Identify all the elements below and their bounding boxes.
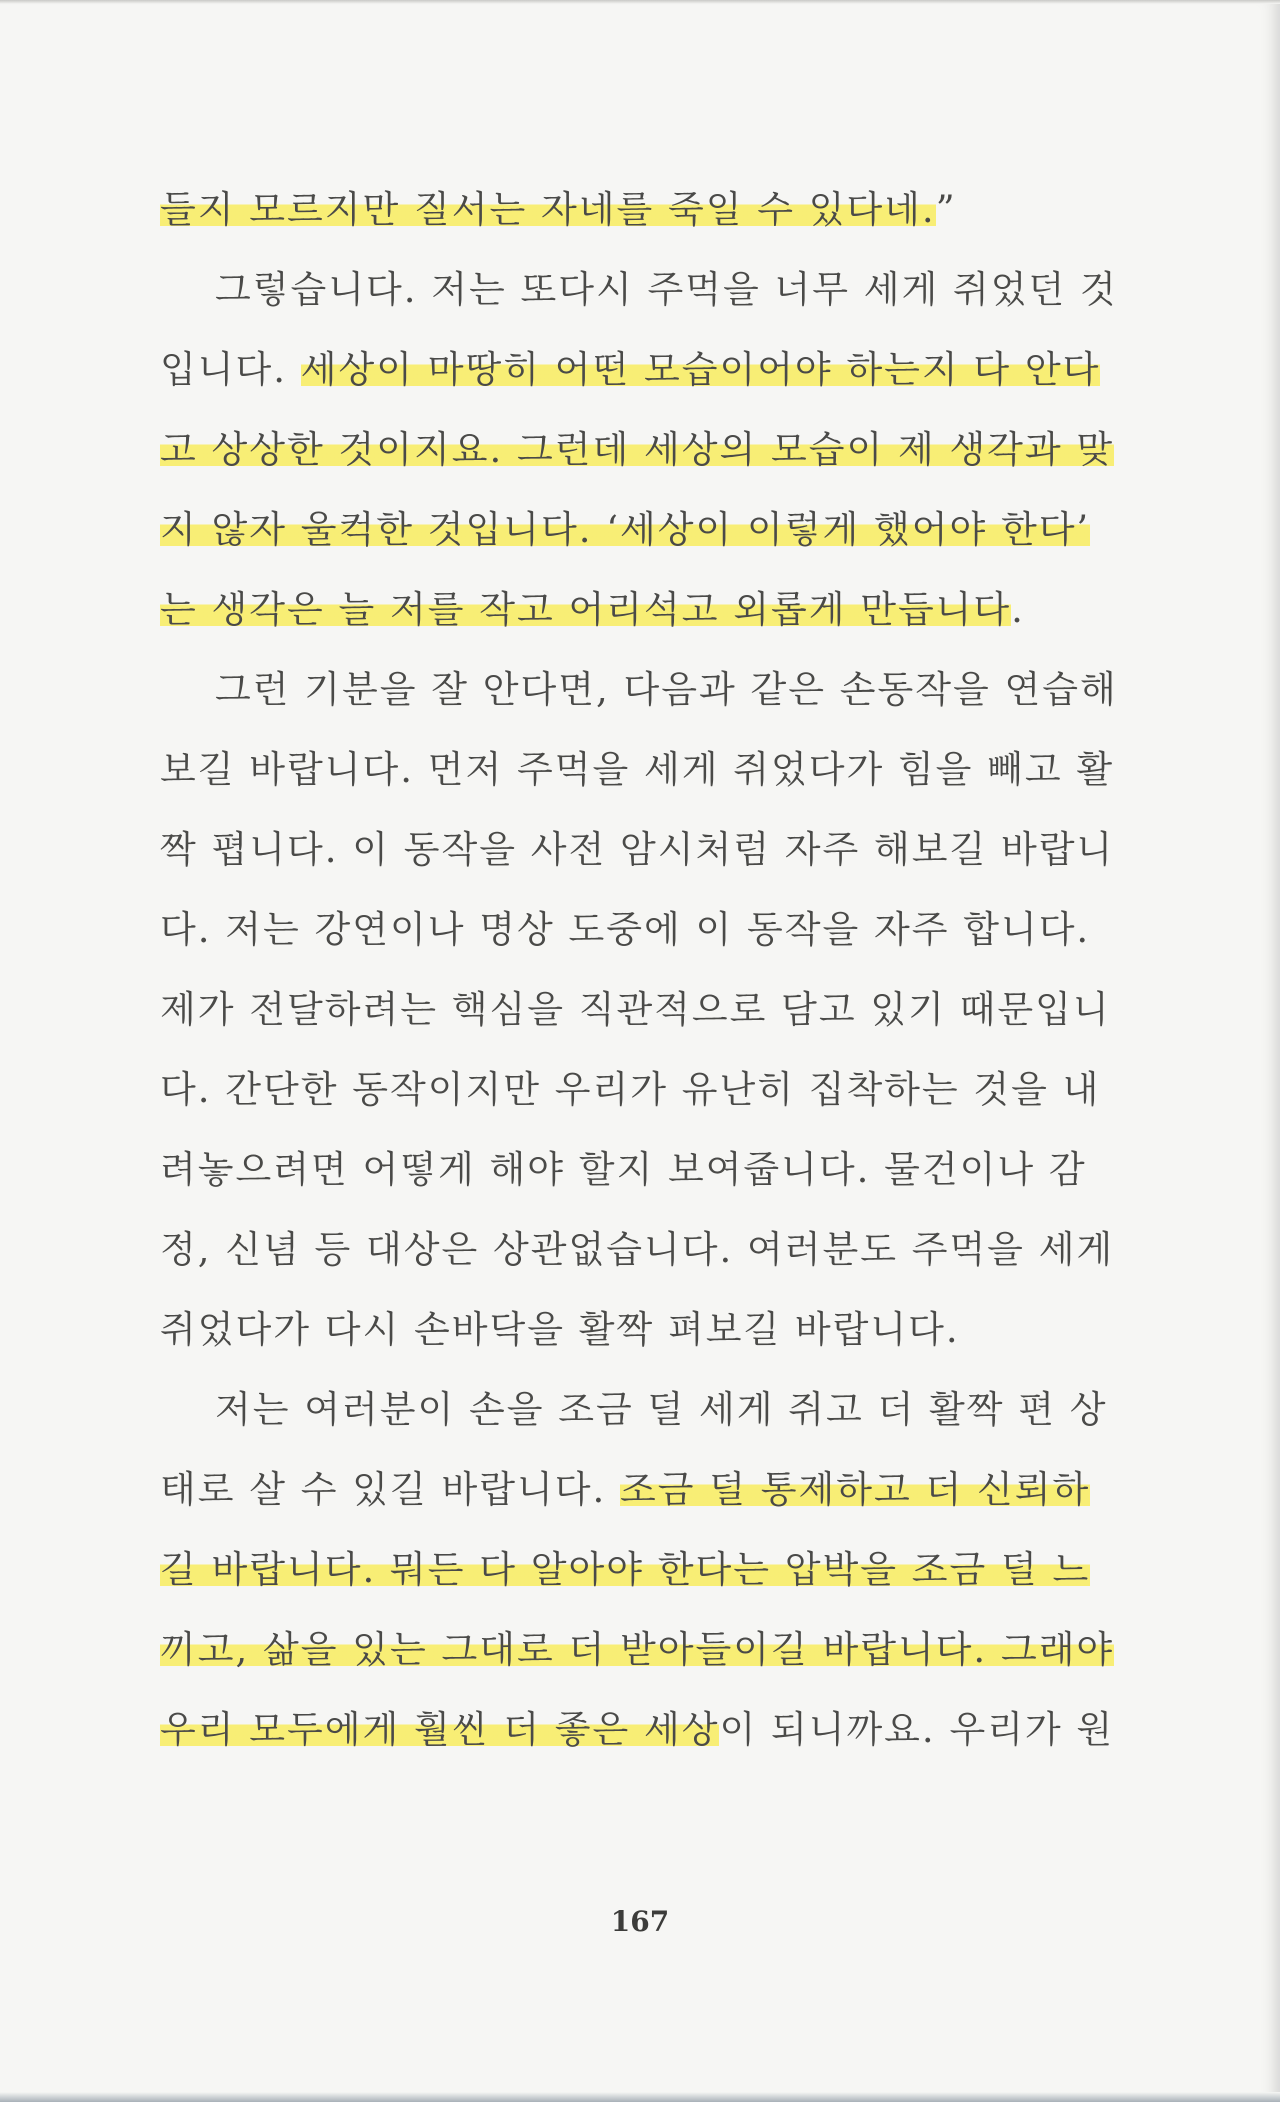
text-segment: 제가 전달하려는 핵심을 직관적으로 담고 있기 때문입니	[160, 988, 1111, 1031]
text-line	[160, 500, 1120, 560]
text-line	[160, 820, 1120, 880]
highlighted-text: 들지 모르지만 질서는 자네를 죽일 수 있다네.	[160, 188, 936, 231]
text-segment: 정, 신념 등 대상은 상관없습니다. 여러분도 주먹을 세게	[160, 1228, 1115, 1271]
highlighted-text: 지 않자 울컥한 것입니다. ‘세상이 이렇게 했어야 한다’	[160, 508, 1091, 551]
highlighted-text: 우리 모두에게 훨씬 더 좋은 세상	[160, 1708, 720, 1751]
page-number: 167	[610, 1905, 670, 1938]
text-line	[160, 980, 1120, 1040]
highlighted-text: 끼고, 삶을 있는 그대로 더 받아들이길 바랍니다. 그래야	[160, 1628, 1115, 1671]
text-segment: 다. 간단한 동작이지만 우리가 유난히 집착하는 것을 내	[160, 1068, 1101, 1111]
text-line	[160, 420, 1120, 480]
text-line	[160, 740, 1120, 800]
text-segment: .	[1011, 588, 1025, 631]
text-segment: 그런 기분을 잘 안다면, 다음과 같은 손동작을 연습해	[160, 668, 1118, 711]
highlighted-text: 조금 덜 통제하고 더 신뢰하	[620, 1468, 1091, 1511]
text-segment: 저는 여러분이 손을 조금 덜 세게 쥐고 더 활짝 편 상	[160, 1388, 1108, 1431]
text-segment: 쥐었다가 다시 손바닥을 활짝 펴보길 바랍니다.	[160, 1308, 960, 1351]
text-segment: 짝 폅니다. 이 동작을 사전 암시처럼 자주 해보길 바랍니	[160, 828, 1115, 871]
text-line	[160, 1140, 1120, 1200]
text-segment: 입니다.	[160, 348, 301, 391]
text-line	[160, 1620, 1120, 1680]
text-segment: ”	[935, 188, 957, 231]
text-line	[160, 1460, 1120, 1520]
page-top-edge	[0, 0, 1280, 4]
text-line	[160, 1300, 1120, 1360]
text-line	[160, 1700, 1120, 1760]
page-bottom-edge	[0, 2092, 1280, 2102]
text-line	[160, 580, 1120, 640]
text-line	[160, 340, 1120, 400]
highlighted-text: 고 상상한 것이지요. 그런데 세상의 모습이 제 생각과 맞	[160, 428, 1115, 471]
text-segment: 그렇습니다. 저는 또다시 주먹을 너무 세게 쥐었던 것	[160, 268, 1118, 311]
highlighted-text: 길 바랍니다. 뭐든 다 알아야 한다는 압박을 조금 덜 느	[160, 1548, 1091, 1591]
highlighted-text: 세상이 마땅히 어떤 모습이어야 하는지 다 안다	[300, 348, 1101, 391]
text-segment: 다. 저는 강연이나 명상 도중에 이 동작을 자주 합니다.	[160, 908, 1091, 951]
highlighted-text: 는 생각은 늘 저를 작고 어리석고 외롭게 만듭니다	[160, 588, 1012, 631]
text-segment: 태로 살 수 있길 바랍니다.	[160, 1468, 620, 1511]
text-segment: 보길 바랍니다. 먼저 주먹을 세게 쥐었다가 힘을 빼고 활	[160, 748, 1115, 791]
text-segment: 려놓으려면 어떻게 해야 할지 보여줍니다. 물건이나 감	[160, 1148, 1087, 1191]
text-line	[160, 1060, 1120, 1120]
text-line	[160, 900, 1120, 960]
text-line	[160, 660, 1120, 720]
text-line	[160, 1540, 1120, 1600]
text-line	[160, 260, 1120, 320]
text-segment: 이 되니까요. 우리가 원	[719, 1708, 1115, 1751]
text-line	[160, 180, 1120, 240]
text-line	[160, 1220, 1120, 1280]
text-line	[160, 1380, 1120, 1440]
